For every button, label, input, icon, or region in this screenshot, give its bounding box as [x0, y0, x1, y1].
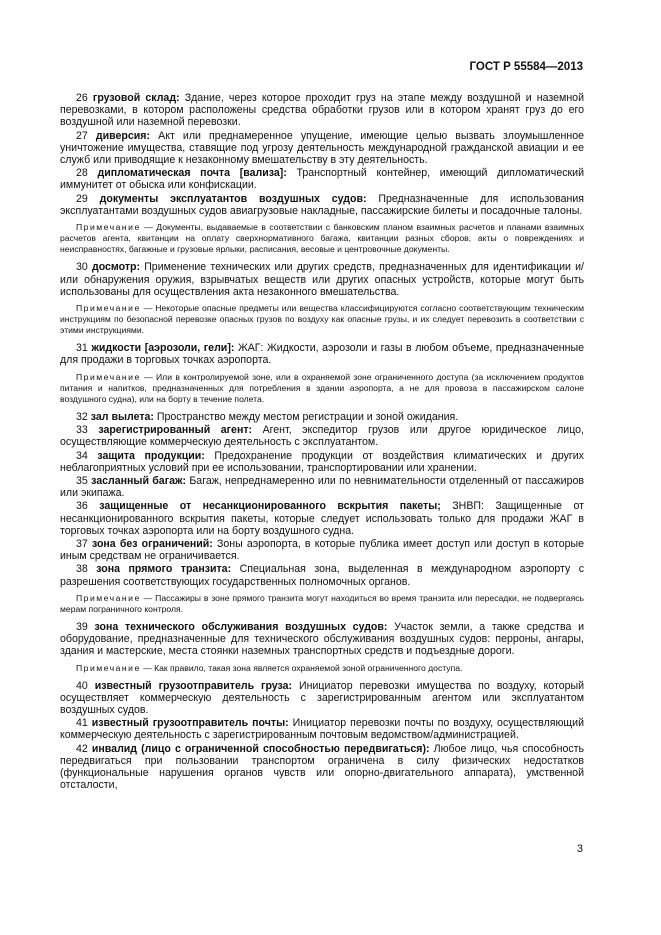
definition-number: 39 — [76, 620, 88, 633]
definition-text: Багаж, непреднамеренно или по невнимательности отделенный от пассажиров или экипажа. — [60, 474, 584, 500]
note-text: — Или в контролируемой зоне, или в охраняемой зоне ограниченного доступа (за исключением продуктов питания и напитков, предназначенных для потребления в здании аэропорта, а не для провоза в пассажирском салоне воздушного судна), или на борту в течение полета. — [60, 371, 584, 404]
definition-term: инвалид (лицо с ограниченной способностью передвигаться): — [91, 742, 430, 755]
definition-text: Участок земли, а также средства и оборудование, предназначенные для технического обслуживания воздушных судов: перроны, ангары, здания и мастерские, места стоянки наземных транспортных средств и подъездные дороги. — [60, 620, 584, 658]
definition-text: Инициатор перевозки имущества по воздуху, который осуществляет коммерческую деятельность с зарегистрированным агентом или эксплуатантом воздушных судов. — [60, 679, 585, 717]
note-paragraph — [60, 303, 584, 336]
definition-text: ЗНВП: Защищенные от несанкционированного вскрытия пакеты, которые следует использовать только для продажи ЖАГ в торговых точках аэропорта или на борту воздушного судна. — [60, 500, 584, 537]
definition-term: дипломатическая почта [вализа]: — [97, 167, 287, 180]
note-paragraph — [60, 663, 584, 674]
definition-paragraph — [60, 500, 584, 537]
definition-paragraph — [60, 411, 584, 423]
note-label: Примечание — [76, 592, 141, 603]
note-text: — Документы, выдаваемые в соответствии с банковским планом взаимных расчетов и планами взаимных расчетов агента, квитанции на оплату сверхнормативного багажа, квитанции разных сборов, акты о повреждениях и неисправностях, багажные и грузовые ярлыки, расписания, весовые и центровочные документы. — [60, 222, 584, 255]
definition-paragraph — [60, 167, 584, 191]
definition-number: 41 — [76, 717, 88, 730]
definition-text: Специальная зона, выделенная в международном аэропорту с разрешения соответствующих государственных полномочных органов. — [60, 563, 585, 588]
definition-paragraph — [60, 743, 584, 792]
document-header: ГОСТ Р 55584—2013 — [469, 61, 583, 73]
definition-paragraph — [60, 475, 584, 499]
definition-number: 42 — [76, 742, 88, 755]
definition-text: ЖАГ: Жидкости, аэрозоли и газы в любом объеме, предназначенные для продажи в торговых точках аэропорта. — [60, 342, 584, 367]
definition-paragraph — [60, 680, 584, 717]
definition-text: Предохранение продукции от воздействия климатических и других неблагоприятных условий при ее использовании, транспортировании или хранении. — [60, 449, 584, 474]
definition-term: зона прямого транзита: — [96, 563, 232, 576]
definition-number: 29 — [76, 192, 88, 205]
definition-term: зарегистрированный агент: — [98, 424, 253, 437]
definition-term: грузовой склад: — [92, 92, 180, 104]
definition-text: Предназначенные для использования эксплуатантами воздушных судов авиагрузовые накладные, пассажирские билеты и посадочные талоны. — [60, 192, 584, 217]
definition-term: известный грузоотправитель почты: — [91, 717, 289, 730]
page-number: 3 — [576, 843, 583, 855]
definition-number: 35 — [76, 474, 88, 487]
definition-term: защита продукции: — [97, 449, 205, 462]
definition-number: 32 — [76, 410, 88, 423]
note-label: Примечание — [76, 222, 141, 233]
definition-number: 33 — [76, 424, 88, 437]
definition-term: диверсия: — [95, 129, 151, 142]
definition-term: известный грузоотправитель груза: — [94, 679, 293, 692]
definition-term: зона технического обслуживания воздушных судов: — [94, 620, 388, 633]
definition-paragraph — [60, 538, 584, 562]
definition-text: Зоны аэропорта, в которые публика имеет доступ или доступ в которые иным средствам не ограничивается. — [60, 537, 584, 563]
definition-number: 38 — [76, 563, 88, 576]
definition-term: засланный багаж: — [91, 474, 187, 487]
definition-number: 34 — [76, 449, 88, 462]
definition-paragraph — [60, 717, 584, 741]
definition-text: Пространство между местом регистрации и зоной ожидания. — [156, 410, 459, 423]
definition-number: 40 — [76, 679, 88, 692]
definition-text: Акт или преднамеренное упущение, имеющие целью вызвать злоумышленное уничтожение имущества, ставящие под угрозу деятельность международной гражданской авиации и ее служб или приводящие к незаконному вмешательству в эту деятельность. — [60, 129, 584, 167]
definition-text: Применение технических или других средств, предназначенных для идентификации и/или обнаружения оружия, взрывчатых веществ или других опасных устройств, которые могут быть использованы для осуществления акта незаконного вмешательства. — [60, 261, 584, 298]
definition-text: Здание, через которое проходит груз на этапе между воздушной и наземной перевозками, в котором расположены средства обработки грузов или в котором хранят груз до его воздушной или наземной перевозки. — [60, 92, 584, 129]
definition-paragraph — [60, 342, 584, 366]
definition-paragraph — [60, 130, 584, 167]
definition-term: жидкости [аэрозоли, гели]: — [91, 342, 235, 355]
definition-text: Агент, экспедитор грузов или другое юридическое лицо, осуществляющие коммерческую деятельность с эксплуатантом. — [60, 424, 584, 449]
note-text: — Некоторые опасные предметы или вещества классифицируются согласно соответствующим техническим инструкциям по безопасной перевозке опасных грузов по воздуху как опасные грузы, и их следует перевозить в соответствии с этими инструкциями. — [60, 302, 584, 336]
definition-term: зал вылета: — [90, 410, 154, 423]
definition-number: 28 — [76, 167, 88, 180]
definition-text: Инициатор перевозки почты по воздуху, осуществляющий коммерческую деятельность с зарегистрированным почтовым ведомством/администрацией. — [60, 717, 584, 742]
note-paragraph — [60, 222, 584, 255]
note-text: — Пассажиры в зоне прямого транзита могут находиться во время транзита или пересадки, не подвергаясь мерам пограничного контроля. — [60, 592, 584, 614]
definition-paragraph — [60, 621, 584, 658]
definition-number: 30 — [76, 261, 88, 274]
note-paragraph — [60, 593, 584, 615]
definition-number: 27 — [76, 129, 88, 142]
definition-paragraph — [60, 450, 584, 474]
definition-term: защищенные от несанкционированного вскрытия пакеты; — [99, 500, 441, 513]
note-label: Примечание — [76, 662, 141, 673]
note-label: Примечание — [76, 371, 141, 382]
note-text: — Как правило, такая зона является охраняемой зоной ограниченного доступа. — [143, 662, 463, 673]
definition-paragraph — [60, 261, 584, 298]
definition-text: Транспортный контейнер, имеющий дипломатический иммунитет от обыска или конфискации. — [60, 167, 584, 192]
definition-paragraph — [60, 563, 584, 587]
definition-text: Любое лицо, чья способность передвигаться при пользовании транспортом ограничена в силу физических недостатков (функциональные нарушения органов чувств или опорно-двигательного аппарата), умственной отсталости, — [60, 742, 584, 792]
definition-number: 31 — [76, 342, 88, 355]
document-body — [60, 92, 584, 792]
definition-number: 36 — [76, 500, 88, 513]
definition-paragraph — [60, 193, 584, 217]
definition-term: досмотр: — [91, 261, 141, 274]
definition-number: 37 — [76, 537, 88, 550]
note-label: Примечание — [76, 302, 141, 313]
definition-paragraph — [60, 424, 584, 448]
note-paragraph — [60, 372, 584, 405]
definition-paragraph — [60, 92, 584, 129]
definition-term: документы эксплуатантов воздушных судов: — [99, 192, 367, 205]
definition-number: 26 — [76, 92, 88, 104]
definition-term: зона без ограничений: — [91, 537, 213, 550]
